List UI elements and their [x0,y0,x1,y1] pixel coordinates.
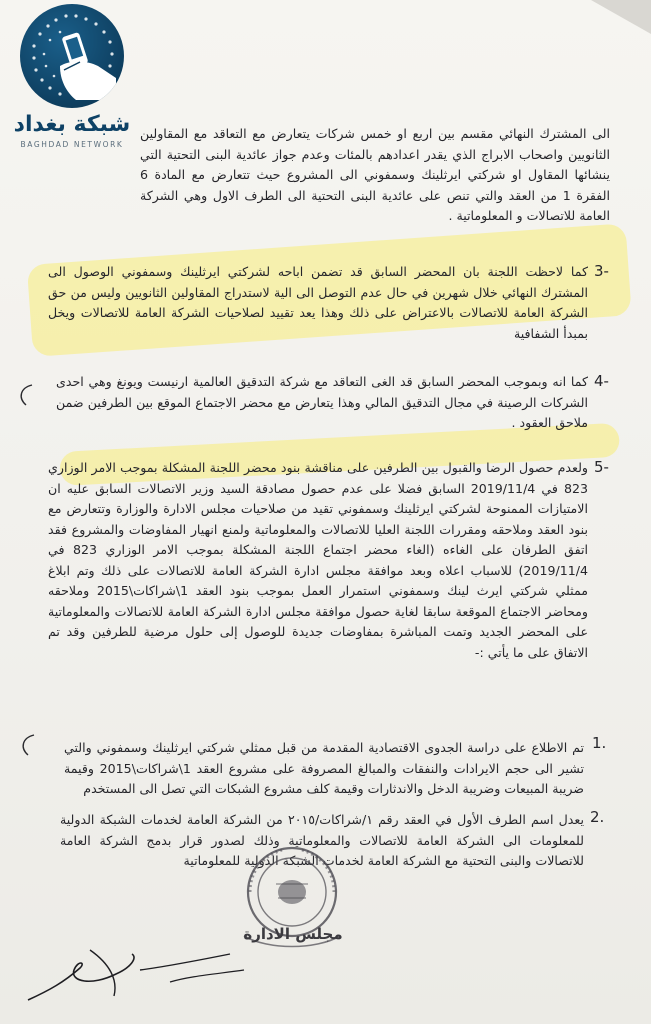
logo-english-text: BAGHDAD NETWORK [20,140,124,149]
baghdad-network-logo [6,0,138,160]
handwritten-signature [20,930,260,1020]
hand-phone-icon [20,4,124,108]
item-number: 5- [594,458,609,476]
item-number: 4- [594,372,609,390]
subitem-paragraph: تم الاطلاع على دراسة الجدوى الاقتصادية المقدمة من قبل ممثلي شركتي ايرثلينك وسمفوني والتي تشير الى حجم الايرادات والنفقات والمبالغ المصروفة على مشروع العقد 1\شراكات\2015 وقيمة ضريبة المبيعات وضريبة الدخل والاندثارات وقيمة كلف مشروع الشبكات التي تصل الى المستخدم [64,740,584,796]
pen-check-mark [14,382,36,408]
item-paragraph: ولعدم حصول الرضا والقبول بين الطرفين على مناقشة بنود محضر اللجنة المشكلة بموجب الامر الوزاري 823 في 2019/11/4 السابق فضلا على عدم حصول مصادقة السيد وزير الاتصالات السابق عليه ان الامتيازات الممنوحة لشركتي ايرثلينك وسمفوني تقيد من صلاحيات مجلس الادارة والوزارة وتتعارض مع بنود العقد وملاحقه ومقررات اللجنة العليا للاتصالات والمعلوماتية ولمنع انهيار المفاوضات والمشروع فقد اتفق الطرفان على الغاءه (الغاء محضر اجتماع اللجنة المشكلة بموجب الامر الوزاري 823 في 2019/11/4) للاسباب اعلاه وبعد موافقة مجلس ادارة الشركة العامة للاتصالات على ذلك وتم ابلاغ ممثلي شركتي ايرث لينك وسمفوني استمرار العمل بموجب بنود العقد 1\شراكات\2015 وملاحقه ومحاضر الاجتماع الموقعة سابقا لغاية حصول موافقة مجلس ادارة الشركة العامة للاتصالات والمعلوماتية على المحضر الجديد وتمت المباشرة بمفاوضات جديدة للوصول إلى حلول مرضية للطرفين وقد تم الاتفاق على ما يأتي :- [48,460,588,660]
pen-check-mark [16,732,38,758]
subitem-number: 2. [590,808,605,826]
item-paragraph: كما لاحظت اللجنة بان المحضر السابق قد تضمن اباحه لشركتي ايرثلينك وسمفوني الوصول الى المشترك النهائي خلال شهرين في حال عدم التوصل الى الية لاستدراج المقاولين الثانويين وليس من حق الشركة العامة للاتصالات بالاعتراض على ذلك وهذا يعد تقييد لصلاحيات الشركة العامة للاتصالات ويخل بمبدأ الشفافية [48,264,588,341]
item-number: 3- [594,262,609,280]
page-corner-fold [591,0,651,34]
subitem-number: 1. [592,734,607,752]
intro-paragraph: الى المشترك النهائي مقسم بين اربع او خمس شركات يتعارض مع التعاقد مع المقاولين الثانويين واصحاب الابراج الذي يقدر اعدادهم بالمئات وعدم جواز عائدية البنى التحتية التي ينشائها المقاول او شركتي ايرثلينك وسمفوني الى المشروع حيث تتعارض مع المادة 6 الفقرة 1 من العقد والتي تنص على عائدية البنى التحتية الى الطرف الاول وهي الشركة العامة للاتصالات و المعلوماتية . [140,126,610,223]
stamp-label: مجلس الادارة [243,925,343,943]
subitem-paragraph: يعدل اسم الطرف الأول في العقد رقم ١/شراكات/٢٠١٥ من الشركة العامة لخدمات الشبكة الدولية للمعلومات الى الشركة العامة للاتصالات والمعلوماتية وذلك لصدور قرار بدمج الشركة العامة للاتصالات والبنى التحتية مع الشركة العامة لخدمات الشبكة الدولية للمعلوماتية [60,812,584,868]
logo-emblem [20,4,124,108]
logo-arabic-text: شبكة بغداد [13,112,131,137]
item-paragraph: كما انه وبموجب المحضر السابق قد الغى التعاقد مع شركة التدقيق العالمية ارنيست ويونغ وهي احدى الشركات الرصينة في مجال التدقيق المالي وهذا يتعارض مع محضر الاجتماع الموقع بين الطرفين ضمن ملاحق العقود . [56,374,588,430]
